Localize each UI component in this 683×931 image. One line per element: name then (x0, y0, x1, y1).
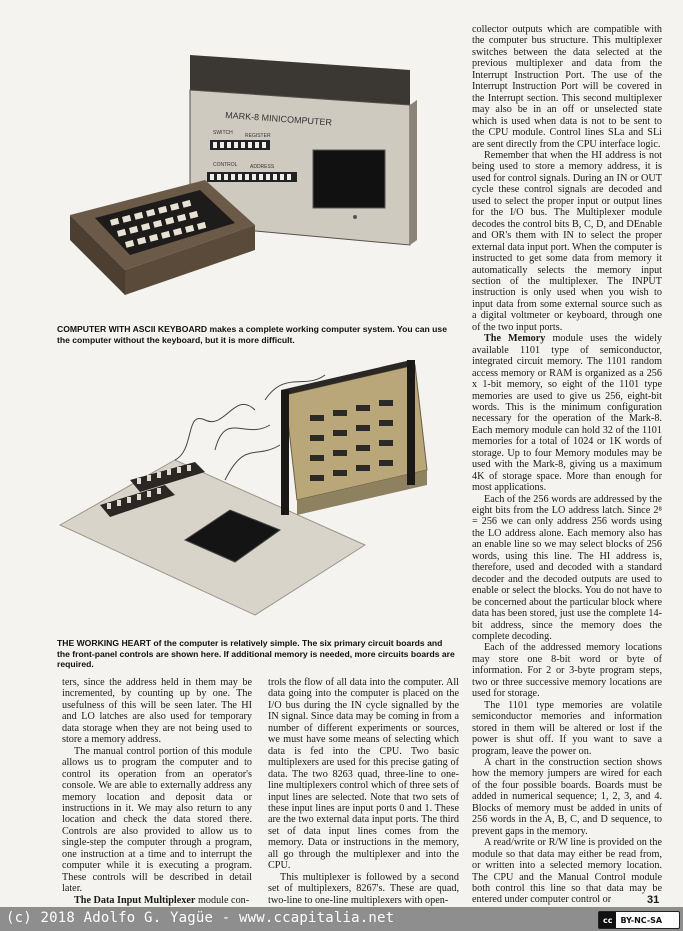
text-column-middle (268, 677, 459, 906)
paragraph: ters, since the address held in them may be incremented, by counting up by one. The usefulness of this will be seen later. The HI and LO latches are also used for temporary data storage when they are not being used to store a memory address. (62, 677, 252, 746)
caption-photo-1: COMPUTER WITH ASCII KEYBOARD makes a complete working computer system. You can use the computer without the keyboard, but it is more difficult. (57, 324, 447, 345)
svg-text:CONTROL: CONTROL (213, 162, 238, 168)
paragraph: This multiplexer is followed by a second set of multiplexers, 8267's. These are quad, two-line to one-line multiplexers with open- (268, 871, 459, 906)
paragraph: Remember that when the HI address is not being used to store a memory address, it is used for control signals. During an IN or OUT cycle these control signals are decoded and used to select the proper input or output lines for the I/O bus. The Multiplexer module decodes the control bits B, C, D, and DEnable and OR's them with IN to select the proper external data input port. When the computer is instructed to get some data from memory it automatically selects the memory input section of the multiplexer. The INPUT instruction is only used when you wish to input data from some external source such as a digital voltmeter or keyboard, through one of the two input ports. (472, 149, 662, 333)
license-label: BY-NC-SA (620, 915, 663, 925)
caption-photo-2: THE WORKING HEART of the computer is relatively simple. The six primary circuit boards and the front-panel controls are shown here. If additional memory is needed, more circuits boards are required. (57, 638, 455, 670)
footer-credit: (c) 2018 Adolfo G. Yagüe - www.ccapitalia.net (6, 910, 395, 926)
svg-text:REGISTER: REGISTER (245, 133, 271, 139)
section-heading: The Memory (484, 333, 546, 345)
photo-circuit-boards (55, 350, 465, 630)
led-display-window (313, 150, 385, 208)
paragraph: The Data Input Multiplexer module con- (74, 894, 250, 906)
circuit-board-stack (281, 360, 427, 515)
switch-row-bottom (207, 172, 297, 182)
panel-title: MARK-8 MINICOMPUTER (224, 110, 333, 128)
paragraph: Each of the addressed memory locations may store one 8-bit word or byte of information. For 2 or 3-byte program steps, two or three successive memory locations are used for storage. (472, 642, 662, 700)
section-heading: The Data Input Multiplexer (74, 894, 196, 906)
text-column-left (62, 677, 252, 906)
switch-row-top (210, 140, 270, 150)
paragraph: The Memory module uses the widely available 1101 type of semiconductor, integrated circuit memory. The 1101 random access memory or RAM is organized as a 256 x 1-bit memory, so eight of the 1101 type memories are used to give us 256, eight-bit words. This is the minimum configuration necessary for the operation of the Mark-8. Each memory module can hold 32 of the 1101 memories for a total of 1024 or 1K words of storage. Up to four Memory modules may be used with the Mark-8, giving us a maximum 4K of storage space. More than enough for most applications. (472, 333, 662, 494)
page-number: 31 (647, 894, 660, 906)
text-column-right (472, 24, 662, 906)
svg-text:SWITCH: SWITCH (213, 130, 233, 136)
paragraph: A read/write or R/W line is provided on the module so that data may either be read from, or written into a selected memory location. The CPU and the Manual Control module both control this line so that data may be entered under computer control or (472, 837, 662, 906)
paragraph: collector outputs which are compatible with the computer bus structure. This multiplexer switches between the data selected at the previous multiplexer and data from the Interrupt Instruction Port. The use of the Interrupt Instruction Port will be covered in the Interrupt section. This second multiplexer may also be in an off or unselected state which is used when data is not to be sent to the CPU module. Control lines SLa and SLi are sent directly from the CPU interface logic. (472, 24, 662, 150)
paragraph: The 1101 type memories are volatile semiconductor memories and information stored in them will be altered or lost if the power is shut off. If you want to save a program, leave the power on. (472, 699, 662, 757)
cc-icon: cc (599, 912, 616, 928)
paragraph: A chart in the construction section shows how the memory jumpers are wired for each of the four possible boards. Boards must be added in numerical sequence; 1, 2, 3, and 4. Blocks of memory must be added in units of 256 words in the A, B, C, and D sequence, to prevent gaps in the memory. (472, 757, 662, 837)
paragraph: Each of the 256 words are addressed by the eight bits from the LO address latch. Since 2⁸ = 256 we can only address 256 words using the LO address alone. Each memory also has an enable line so we may select blocks of 256 words, using this line. The HI address is, therefore, used and decoded with a standard decoder and the decoded outputs are used to enable or select the blocks. You do not have to be concerned about the particular block where data has been stored, just use the complete 14-bit address, since the memory does the complete decoding. (472, 493, 662, 643)
cc-license-badge[interactable] (598, 911, 680, 929)
paragraph: trols the flow of all data into the computer. All data going into the computer is placed on the I/O bus during the IN cycle signalled by the IN signal. Since data may be coming in from a number of different experiments or sources, we must have some means of selecting which data is fed into the CPU. Two basic multiplexers are used for this precise gating of data. The two 8263 quad, three-line to one-line multiplexers control which of three sets of input lines are selected. Note that two sets of these input lines are input ports 0 and 1. These are the two external data input ports. The third set of data input lines comes from the memory. Data or instructions in the memory, all go through the multiplexer and into the CPU. (268, 677, 459, 872)
svg-text:ADDRESS: ADDRESS (250, 164, 275, 170)
paragraph: The manual control portion of this module allows us to program the computer and to control its operation from an operator's console. We are able to externally address any memory location and deposit data or instructions in it. We may also return to any location and check the data stored there. Controls are also provided to allow us to single-step the computer through a program, one instruction at a time and to interrupt the computer while it is executing a program. These controls will be described in detail later. (62, 745, 252, 895)
photo-computer-with-keyboard (55, 40, 435, 320)
